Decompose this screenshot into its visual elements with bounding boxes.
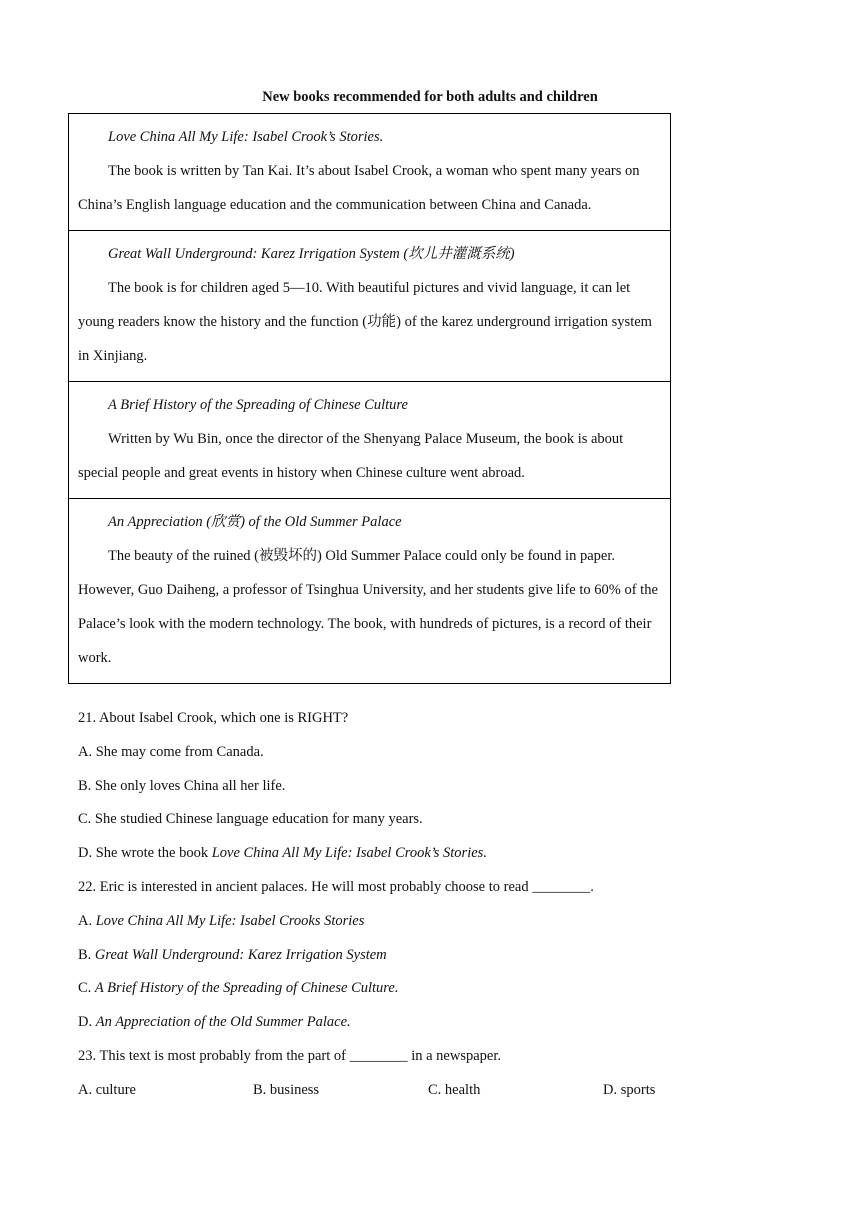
option-prefix: D. She wrote the book xyxy=(78,845,212,862)
q21-option-c: C. She studied Chinese language education for many years. xyxy=(78,811,423,828)
book-entry xyxy=(69,231,670,382)
question-22-stem: 22. Eric is interested in ancient palaces. He will most probably choose to read ________. xyxy=(78,878,594,895)
questions-section xyxy=(78,702,778,1108)
question-23-stem: 23. This text is most probably from the part of ________ in a newspaper. xyxy=(78,1047,501,1064)
book-title: Love China All My Life: Isabel Crook’s Stories. xyxy=(108,129,384,145)
q23-option-c: C. health xyxy=(428,1081,481,1098)
book-entry xyxy=(69,114,670,231)
option-book-title: A Brief History of the Spreading of Chinese Culture. xyxy=(94,980,399,997)
book-title: A Brief History of the Spreading of Chinese Culture xyxy=(108,397,408,413)
option-prefix: C. xyxy=(78,980,95,997)
option-prefix: A. xyxy=(78,912,96,929)
q22-option-b xyxy=(78,939,778,973)
q21-option-b: B. She only loves China all her life. xyxy=(78,777,286,794)
book-entry xyxy=(69,499,670,683)
book-title: An Appreciation (欣赏) of the Old Summer Palace xyxy=(108,514,402,530)
book-entry xyxy=(69,382,670,499)
option-book-title: Great Wall Underground: Karez Irrigation System xyxy=(94,946,387,963)
q23-options xyxy=(78,1074,778,1108)
q21-option-a: A. She may come from Canada. xyxy=(78,743,264,760)
book-title: Great Wall Underground: Karez Irrigation System (坎儿井灌溉系统) xyxy=(108,246,515,262)
question-21-stem: 21. About Isabel Crook, which one is RIGHT? xyxy=(78,710,349,726)
book-description: The book is for children aged 5—10. With beautiful pictures and vivid language, it can let young readers know the history and the function (功能) of the karez underground irrigation system in Xinjiang. xyxy=(78,280,652,364)
q23-option-b: B. business xyxy=(253,1081,320,1098)
option-book-title: An Appreciation of the Old Summer Palace. xyxy=(95,1014,351,1031)
book-description: The book is written by Tan Kai. It’s about Isabel Crook, a woman who spent many years on China’s English language education and the communication between China and Canada. xyxy=(78,163,640,213)
option-prefix: D. xyxy=(78,1014,96,1031)
page-title: New books recommended for both adults and children xyxy=(262,89,598,105)
q22-option-a xyxy=(78,905,778,939)
q21-option-d xyxy=(78,837,778,871)
q22-option-c xyxy=(78,972,778,1006)
option-prefix: B. xyxy=(78,946,95,963)
option-book-title: Love China All My Life: Isabel Crooks Stories xyxy=(95,912,365,929)
option-book-title: Love China All My Life: Isabel Crook’s Stories. xyxy=(211,845,487,862)
q23-option-a: A. culture xyxy=(78,1081,136,1098)
book-table xyxy=(68,113,671,684)
book-description: Written by Wu Bin, once the director of the Shenyang Palace Museum, the book is about special people and great events in history when Chinese culture went abroad. xyxy=(78,431,624,481)
book-description: The beauty of the ruined (被毁坏的) Old Summer Palace could only be found in paper. However, Guo Daiheng, a professor of Tsinghua University, and her students give life to 60% of the Palace’s look with the modern technology. The book, with hundreds of pictures, is a record of their work. xyxy=(78,548,658,666)
q23-option-d: D. sports xyxy=(603,1081,656,1098)
q22-option-d xyxy=(78,1006,778,1040)
